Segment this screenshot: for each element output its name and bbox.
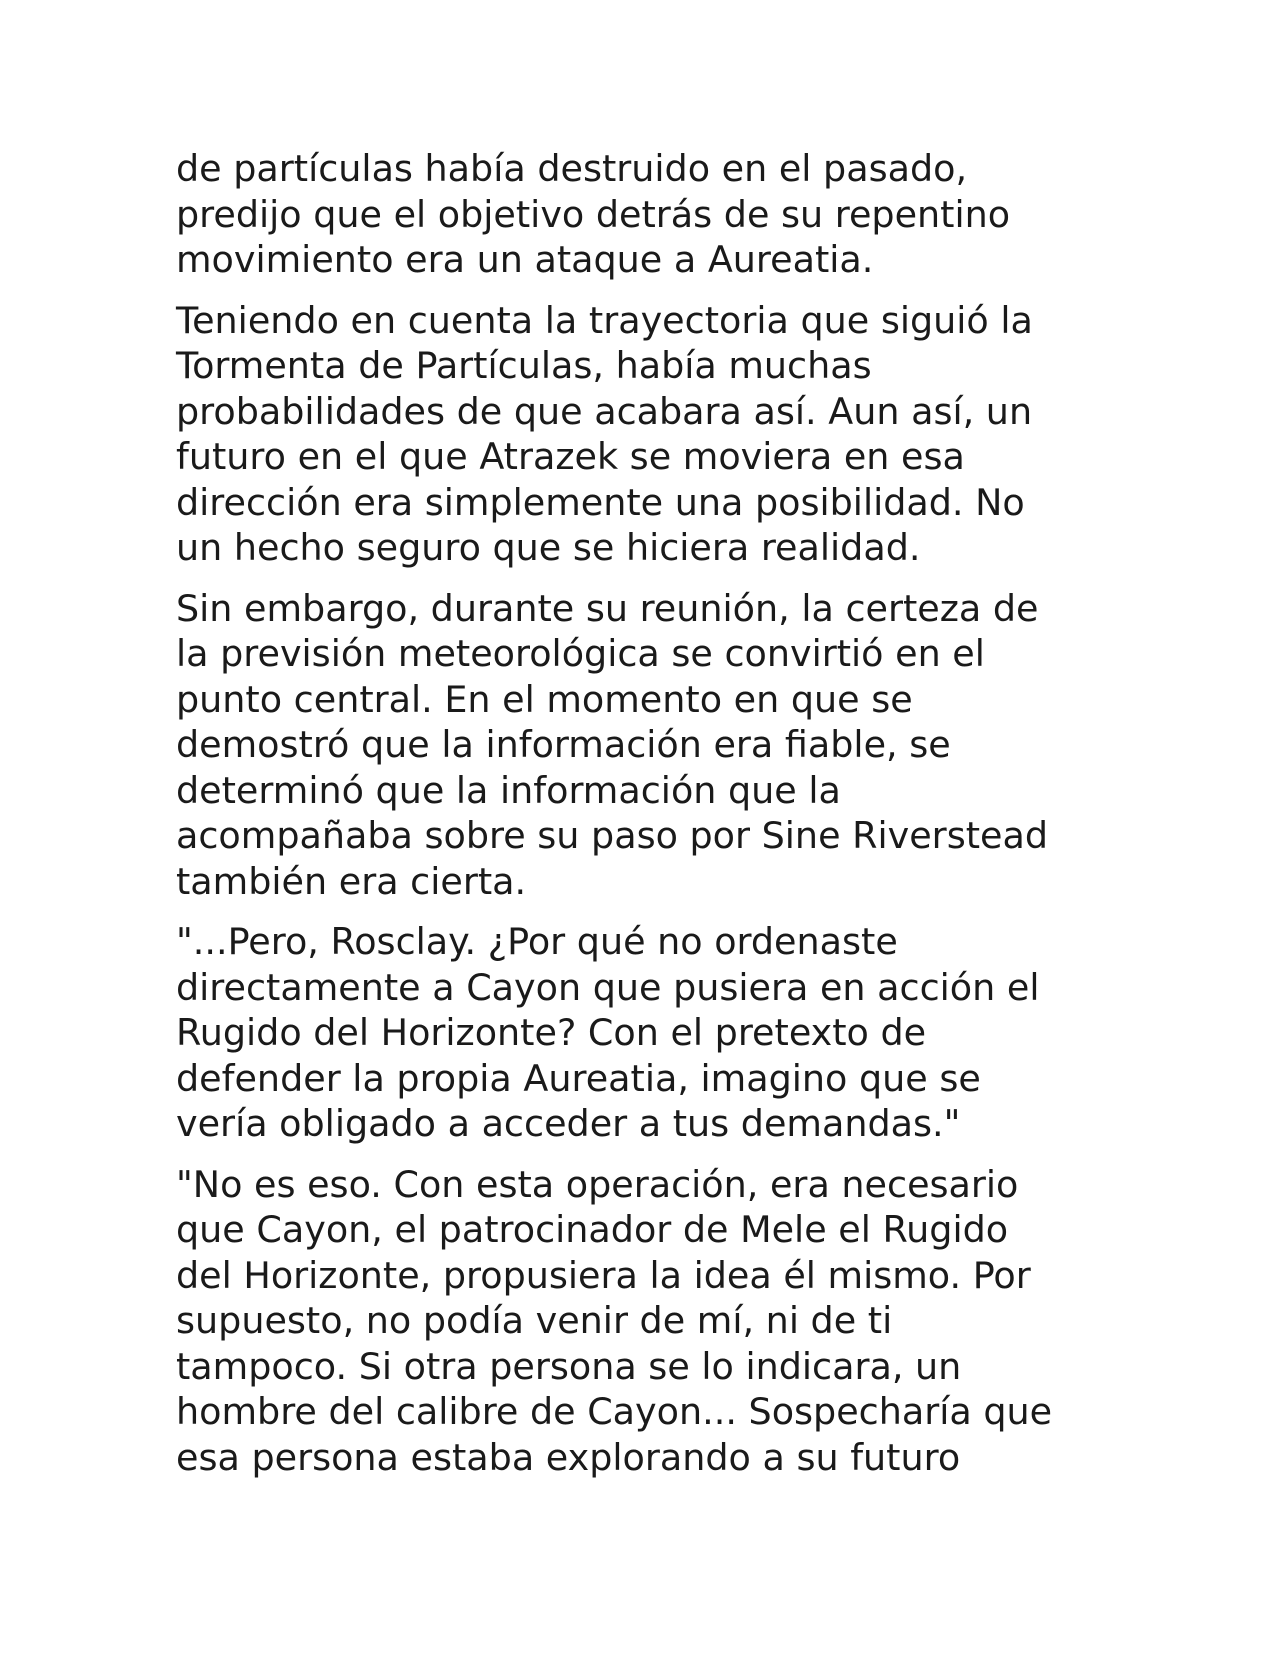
text-line: movimiento era un ataque a Aureatia. (176, 238, 874, 281)
text-line: un hecho seguro que se hiciera realidad. (176, 526, 921, 569)
text-line: que Cayon, el patrocinador de Mele el Rugido (176, 1208, 1009, 1251)
text-line: probabilidades de que acabara así. Aun así, un (176, 389, 1033, 433)
text-line: predijo que el objetivo detrás de su repentino (176, 192, 1011, 236)
text-line: punto central. En el momento en que se (176, 677, 913, 721)
text-line: Sin embargo, durante su reunión, la certeza de (176, 586, 1039, 630)
text-line: del Horizonte, propusiera la idea él mismo. Por (176, 1253, 1031, 1297)
text-line: "No es eso. Con esta operación, era necesario (176, 1162, 1019, 1206)
text-line: esa persona estaba explorando a su futuro (176, 1435, 961, 1479)
text-line: hombre del calibre de Cayon... Sospecharía que (176, 1390, 1053, 1433)
text-line: Teniendo en cuenta la trayectoria que siguió la (176, 298, 1033, 342)
text-line: también era cierta. (176, 859, 527, 903)
text-line: la previsión meteorológica se convirtió en el (176, 632, 985, 675)
text-line: Tormenta de Partículas, había muchas (176, 344, 872, 387)
text-line: supuesto, no podía venir de mí, ni de ti (176, 1299, 893, 1342)
text-line: dirección era simplemente una posibilidad. No (176, 480, 1025, 524)
paragraph-3 (176, 586, 1176, 905)
paragraph-2 (176, 298, 1176, 571)
text-line: directamente a Cayon que pusiera en acción el (176, 965, 1040, 1009)
text-line: "...Pero, Rosclay. ¿Por qué no ordenaste (176, 920, 898, 963)
text-line: de partículas había destruido en el pasado, (176, 147, 968, 190)
text-line: determinó que la información que la (176, 768, 841, 812)
paragraph-4 (176, 919, 1176, 1147)
text-line: demostró que la información era fiable, se (176, 723, 951, 766)
text-line: futuro en el que Atrazek se moviera en esa (176, 435, 965, 478)
text-line: defender la propia Aureatia, imagino que se (176, 1056, 981, 1100)
paragraph-1 (176, 146, 1176, 283)
text-line: Rugido del Horizonte? Con el pretexto de (176, 1011, 927, 1054)
document-page (176, 146, 1176, 1495)
paragraph-5 (176, 1162, 1176, 1481)
text-line: vería obligado a acceder a tus demandas." (176, 1102, 961, 1145)
text-line: tampoco. Si otra persona se lo indicara, un (176, 1344, 962, 1388)
text-line: acompañaba sobre su paso por Sine Riverstead (176, 814, 1049, 857)
